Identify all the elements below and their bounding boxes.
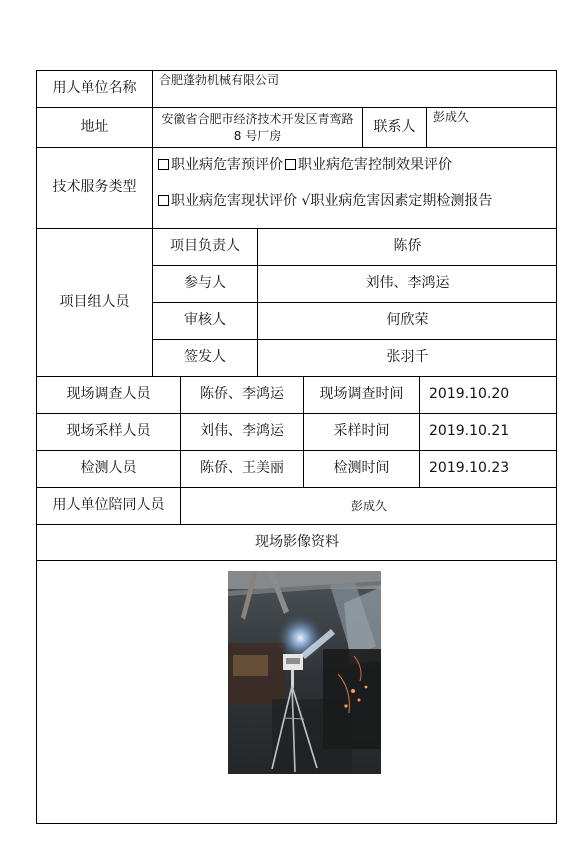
service-type-options: [153, 148, 557, 229]
service-options-line-1: [158, 157, 452, 175]
testing-time-label: 检测时间: [304, 451, 420, 488]
checkbox-pre-evaluation[interactable]: [158, 159, 169, 170]
survey-staff-label: 现场调查人员: [37, 377, 181, 414]
testing-staff-label: 检测人员: [37, 451, 181, 488]
service-type-label: 技术服务类型: [37, 148, 153, 229]
site-photo-image: [228, 571, 381, 774]
project-info-form: [36, 70, 557, 824]
sampling-time-label: 采样时间: [304, 414, 420, 451]
project-lead-label: 项目负责人: [153, 229, 258, 266]
checkbox-control-effect-evaluation[interactable]: [285, 159, 296, 170]
testing-time-value: 2019.10.23: [420, 451, 557, 488]
checkmark-icon: √: [301, 193, 311, 209]
project-group-label: 项目组人员: [37, 229, 153, 377]
testing-staff-value: 陈侨、王美丽: [181, 451, 304, 488]
reviewer-label: 审核人: [153, 303, 258, 340]
sampling-staff-label: 现场采样人员: [37, 414, 181, 451]
reviewer-value: 何欣荣: [258, 303, 557, 340]
issuer-value: 张羽千: [258, 340, 557, 377]
site-photo: [228, 571, 381, 774]
employer-name-value: 合肥蓬勃机械有限公司: [153, 71, 557, 108]
employer-name-label: 用人单位名称: [37, 71, 153, 108]
sampling-time-value: 2019.10.21: [420, 414, 557, 451]
participant-value: 刘伟、李鸿运: [258, 266, 557, 303]
survey-staff-value: 陈侨、李鸿运: [181, 377, 304, 414]
survey-time-label: 现场调查时间: [304, 377, 420, 414]
image-section-title: 现场影像资料: [37, 525, 557, 561]
escort-label: 用人单位陪同人员: [37, 488, 181, 525]
service-status-evaluation-label: 职业病危害现状评价: [171, 193, 297, 209]
service-control-effect-evaluation-label: 职业病危害控制效果评价: [298, 157, 452, 173]
participant-label: 参与人: [153, 266, 258, 303]
escort-value: 彭成久: [181, 488, 557, 525]
sampling-staff-value: 刘伟、李鸿运: [181, 414, 304, 451]
checkbox-status-evaluation[interactable]: [158, 195, 169, 206]
project-lead-value: 陈侨: [258, 229, 557, 266]
issuer-label: 签发人: [153, 340, 258, 377]
service-periodic-testing-label: 职业病危害因素定期检测报告: [310, 193, 493, 209]
service-options-line-2: [158, 193, 492, 211]
address-value: 安徽省合肥市经济技术开发区青鸾路 8 号厂房: [153, 108, 363, 148]
survey-time-value: 2019.10.20: [420, 377, 557, 414]
contact-value: 彭成久: [427, 108, 557, 148]
contact-label: 联系人: [363, 108, 427, 148]
address-label: 地址: [37, 108, 153, 148]
service-pre-evaluation-label: 职业病危害预评价: [171, 157, 283, 173]
